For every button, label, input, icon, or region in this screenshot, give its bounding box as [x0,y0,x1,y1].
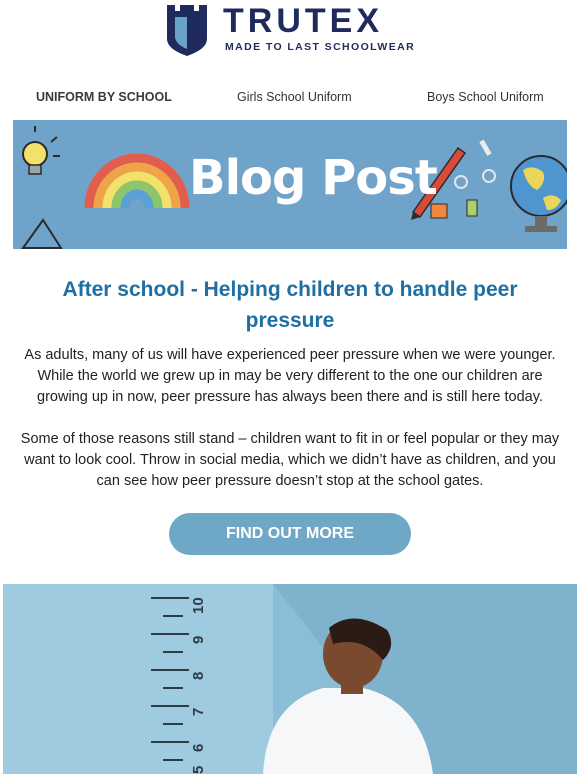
banner-title: Blog Post [189,150,437,206]
rainbow-icon [89,158,185,208]
castle-shield-icon [167,5,207,56]
ruler-number-7: 7 [190,707,207,716]
ruler-number-10: 10 [190,597,207,614]
nav-uniform-by-school[interactable]: UNIFORM BY SCHOOL [36,90,172,104]
ruler-number-8: 8 [190,671,207,680]
protractor-icon [23,220,61,248]
globe-icon [511,156,567,232]
ruler-number-5: 5 [190,765,207,774]
photo-illustration [3,584,577,774]
article-headline: After school - Helping children to handle peer pressure [62,278,518,332]
article-paragraph-1: As adults, many of us will have experienced peer pressure when we were younger. While the world we grew up in may be very different to the one our children are growing up in now, peer pressure has always been there and is still here today. [24,347,556,405]
ruler-number-6: 6 [190,743,207,752]
lightbulb-icon [23,126,60,174]
blog-banner[interactable] [13,120,567,249]
brand-tagline: MADE TO LAST SCHOOLWEAR [225,41,416,53]
brand-logo-text[interactable]: TRUTEX [223,2,383,40]
email-header [0,0,580,72]
article-paragraph-2: Some of those reasons still stand – children want to fit in or feel popular or they may want to look cool. Throw in social media, which we didn’t have as children, and you can see how peer pressure doesn’t stop at the school gates. [20,431,560,489]
ruler-number-9: 9 [190,635,207,644]
article-photo[interactable] [3,584,577,774]
nav-girls-school-uniform[interactable]: Girls School Uniform [237,90,352,104]
nav-boys-school-uniform[interactable]: Boys School Uniform [427,90,544,104]
find-out-more-button[interactable]: FIND OUT MORE [169,513,411,555]
top-nav [0,90,580,110]
